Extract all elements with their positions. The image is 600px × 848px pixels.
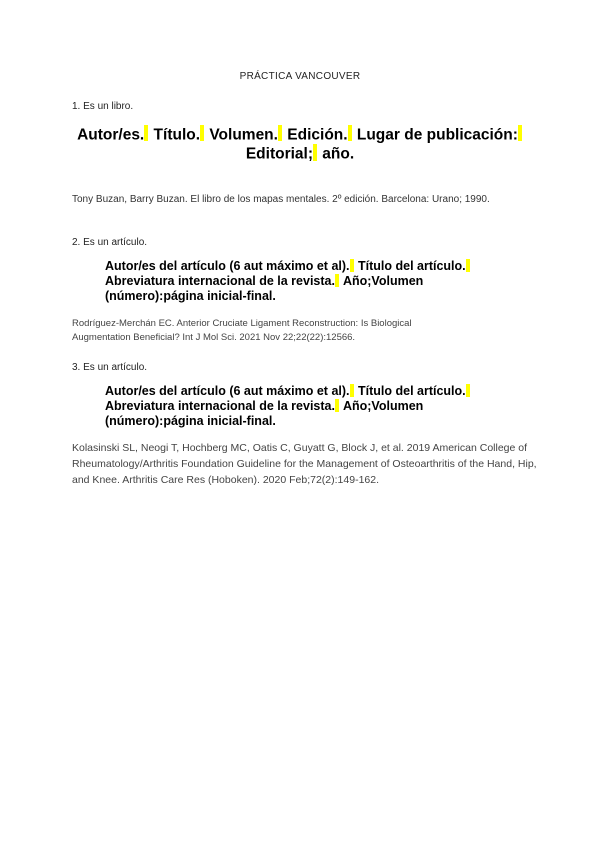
format-part: Autor/es.	[77, 126, 145, 144]
highlight-marker	[348, 125, 352, 141]
highlight-marker	[350, 259, 354, 272]
format-part: Título.	[149, 126, 201, 144]
format-part: Año;Volumen (número):página inicial-final.	[105, 274, 424, 304]
format-part: Lugar de publicación:	[352, 126, 518, 144]
highlight-marker	[350, 384, 354, 397]
highlight-marker	[466, 259, 470, 272]
format-template-article-1	[105, 259, 525, 304]
reference-2: Rodríguez-Merchán EC. Anterior Cruciate Ligament Reconstruction: Is Biological Augmentation Beneficial? Int J Mol Sci. 2021 Nov 22;22(22):12566.	[72, 318, 412, 343]
format-part: Editorial;	[245, 145, 313, 163]
highlight-marker	[335, 399, 339, 412]
format-part: Abreviatura internacional de la revista.	[105, 399, 335, 414]
format-part: Autor/es del artículo (6 aut máximo et al).	[105, 384, 350, 399]
reference-1: Tony Buzan, Barry Buzan. El libro de los mapas mentales. 2º edición. Barcelona: Urano; 1990.	[72, 194, 490, 205]
page-title: PRÁCTICA VANCOUVER	[239, 71, 361, 82]
format-part: Edición.	[282, 126, 348, 144]
highlight-marker	[518, 125, 522, 141]
highlight-marker	[278, 125, 282, 141]
reference-3: Kolasinski SL, Neogi T, Hochberg MC, Oatis C, Guyatt G, Block J, et al. 2019 American College of Rheumatology/Arthritis Foundation Guideline for the Management of Osteoarthritis of the Hand, Hip, and Knee. Arthritis Care Res (Hoboken). 2020 Feb;72(2):149-162.	[72, 442, 537, 486]
highlight-marker	[335, 274, 339, 287]
format-template-book	[60, 125, 540, 164]
format-part: Año;Volumen (número):página inicial-final.	[105, 399, 424, 429]
question-1: 1. Es un libro.	[72, 101, 134, 112]
highlight-marker	[466, 384, 470, 397]
format-template-article-2	[105, 384, 525, 429]
highlight-marker	[144, 125, 148, 141]
question-2: 2. Es un artículo.	[72, 237, 148, 248]
format-part: Volumen.	[205, 126, 278, 144]
format-part: Título del artículo.	[354, 384, 466, 399]
format-part: año.	[318, 145, 355, 163]
highlight-marker	[200, 125, 204, 141]
format-part: Autor/es del artículo (6 aut máximo et al).	[105, 259, 350, 274]
question-3: 3. Es un artículo.	[72, 362, 148, 373]
format-part: Abreviatura internacional de la revista.	[105, 274, 335, 289]
highlight-marker	[313, 144, 317, 160]
format-part: Título del artículo.	[354, 259, 466, 274]
